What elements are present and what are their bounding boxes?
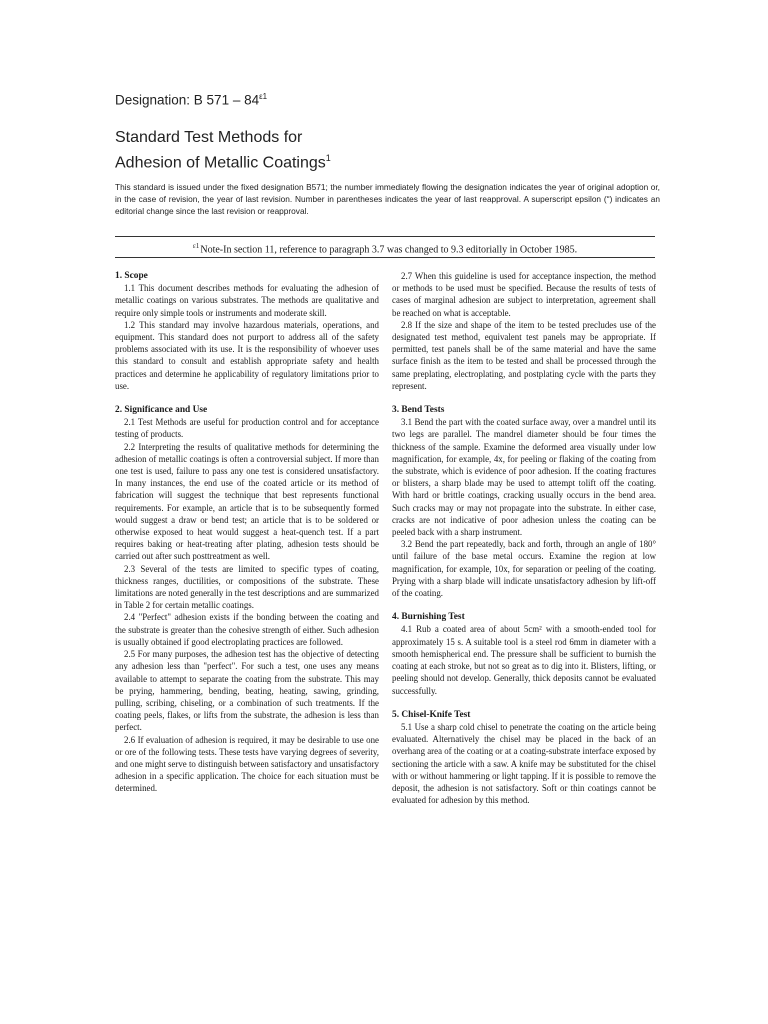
- paragraph-2-8: 2.8 If the size and shape of the item to be tested precludes use of the designated test method, equivalent test panels may be appropriate. If permitted, test panels shall be of the same material and have the same surface finish as the item to be tested and shall be processed through the same preplating, electroplating, and postplating cycle with the parts they represent.: [392, 319, 656, 391]
- paragraph-2-6: 2.6 If evaluation of adhesion is required, it may be desirable to use one or ore of the following tests. These tests have varying degrees of severity, and one might serve to distinguish between satisfactory and unsatisfactory adhesion in a specific application. The choice for each situation must be determined.: [115, 734, 379, 794]
- paragraph-2-4: 2.4 "Perfect" adhesion exists if the bonding between the coating and the substrate is greater than the cohesive strength of either. Such adhesion is usually obtained if good electroplating practices are followed.: [115, 612, 379, 647]
- paragraph-2-5: 2.5 For many purposes, the adhesion test has the objective of detecting any adhesion less than "perfect". For such a test, one uses any means available to attempt to separate the coating from the substrate. This may be prying, hammering, bending, beating, heating, sawing, grinding, pulling, scribing, chiseling, or a combination of such treatments. If the coating peels, flakes, or lifts from the substrate, the adhesion is less than perfect.: [115, 649, 379, 733]
- editorial-note-top-rule: [115, 236, 655, 237]
- section-gap: [115, 392, 379, 404]
- paragraph-2-2: 2.2 Interpreting the results of qualitative methods for determining the adhesion of metallic coatings is often a controversial subject. If more than one test is used, failure to pass any one test is considered unsatisfactory. In many instances, the end use of the coated article or its method of fabrication will suggest the technique that best represents functional requirements. For example, an article that is to be subsequently formed would suggest a draw or bend test; an article that is to be soldered or otherwise exposed to heat would suggest a heat-quench test. If a part requires baking or heat-treating after plating, adhesion tests should be carried out after such posttreatment as well.: [115, 441, 379, 562]
- section-3-heading: 3. Bend Tests: [392, 405, 445, 416]
- title-line-2-text: Adhesion of Metallic Coatings: [115, 154, 326, 172]
- section-5-heading: 5. Chisel-Knife Test: [392, 709, 471, 720]
- editorial-note: [115, 238, 655, 258]
- paragraph-5-1: 5.1 Use a sharp cold chisel to penetrate the coating on the article being evaluated. Alternatively the chisel may be placed in the back of an overhang area of the coating or at a coating-substrate interface exposed by sectioning the article with a saw. A knife may be substituted for the chisel with or without hammering or light tapping. If it is possible to remove the deposit, the adhesion is not satisfactory. Soft or thin coatings cannot be evaluated for adhesion by this method.: [392, 721, 656, 806]
- designation-superscript: ε1: [259, 92, 268, 101]
- paragraph-1-1: 1.1 This document describes methods for evaluating the adhesion of metallic coatings on various substrates. The methods are qualitative and require only simple tools or instruments and moderate skill.: [115, 283, 379, 318]
- section-gap: [392, 697, 656, 709]
- paragraph-1-2: 1.2 This standard may involve hazardous materials, operations, and equipment. This standard does not purport to address all of the safety problems associated with its use. It is the responsibility of whoever uses this standard to consult and establish appropriate safety and health practices and determine he applicability of regulatory limitations prior to use.: [115, 319, 379, 391]
- left-column: [115, 270, 379, 795]
- section-4-heading: 4. Burnishing Test: [392, 612, 465, 623]
- section-gap: [392, 392, 656, 404]
- editorial-note-bottom-rule: [115, 257, 655, 258]
- editorial-note-mark: ε1: [192, 242, 200, 250]
- designation-label: Designation: B 571 – 84: [115, 92, 260, 108]
- section-gap: [392, 599, 656, 611]
- paragraph-2-3: 2.3 Several of the tests are limited to specific types of coating, thickness ranges, ductilities, or compositions of the substrate. These limitations are noted generally in the test descriptions and are summarized in Table 2 for certain metallic coatings.: [115, 563, 379, 611]
- section-1-heading: 1. Scope: [115, 271, 148, 281]
- standard-issuance-note: This standard is issued under the fixed designation B571; the number immediately flowing the designation indicates the year of original adoption or, in the case of revision, the year of last revision. Number in parentheses indicates the year of last reapproval. A superscript epsilon (ʺ) indicates an editorial change since the last revision or reapproval.: [115, 182, 660, 216]
- paragraph-2-7: 2.7 When this guideline is used for acceptance inspection, the method or methods to be used must be specified. Because the results of tests of cases of marginal adhesion are subject to interpretation, agreement shall be reached on what is acceptable.: [392, 271, 656, 318]
- title-footnote-mark: 1: [325, 153, 331, 163]
- paragraph-2-1: 2.1 Test Methods are useful for production control and for acceptance testing of products.: [115, 417, 379, 440]
- title-line-2: [115, 148, 675, 173]
- editorial-note-text: Note-In section 11, reference to paragraph 3.7 was changed to 9.3 editorially in October 1985.: [200, 244, 578, 256]
- right-column: [392, 270, 656, 806]
- section-2-heading: 2. Significance and Use: [115, 405, 208, 416]
- title-line-1: Standard Test Methods for: [115, 129, 303, 146]
- paragraph-3-1: 3.1 Bend the part with the coated surface away, over a mandrel until its two legs are parallel. The mandrel diameter should be four times the thickness of the sample. Examine the deformed area visually under low magnification, for example, 4x, for peeling or flaking of the coating from the substrate, which is evidence of poor adhesion. If the coating fractures or blisters, a sharp blade may be used to attempt tolift off the coating. With hard or brittle coatings, cracking usually occurs in the bend area. Such cracks may or may not propagate into the substrate. In either case, cracks are not indicative of poor adhesion unless the coating can be peeled back with a sharp instrument.: [392, 417, 656, 538]
- paragraph-3-2: 3.2 Bend the part repeatedly, back and forth, through an angle of 180° until failure of the base metal occurs. Examine the region at low magnification, for example, 10x, for separation or peeling of the coating. Prying with a sharp blade will indicate unsatisfactory adhesion by lift-off of the coating.: [392, 539, 656, 599]
- paragraph-4-1: 4.1 Rub a coated area of about 5cm² with a smooth-ended tool for approximately 15 s. A suitable tool is a steel rod 6mm in diameter with a smooth hemispherical end. The pressure shall be sufficient to burnish the coating at each stroke, but not so great as to dig into it. Blisters, lifting, or peeling should not develop. Generally, thick deposits cannot be evaluated successfully.: [392, 624, 656, 696]
- document-title: [115, 127, 675, 173]
- designation: [115, 92, 267, 108]
